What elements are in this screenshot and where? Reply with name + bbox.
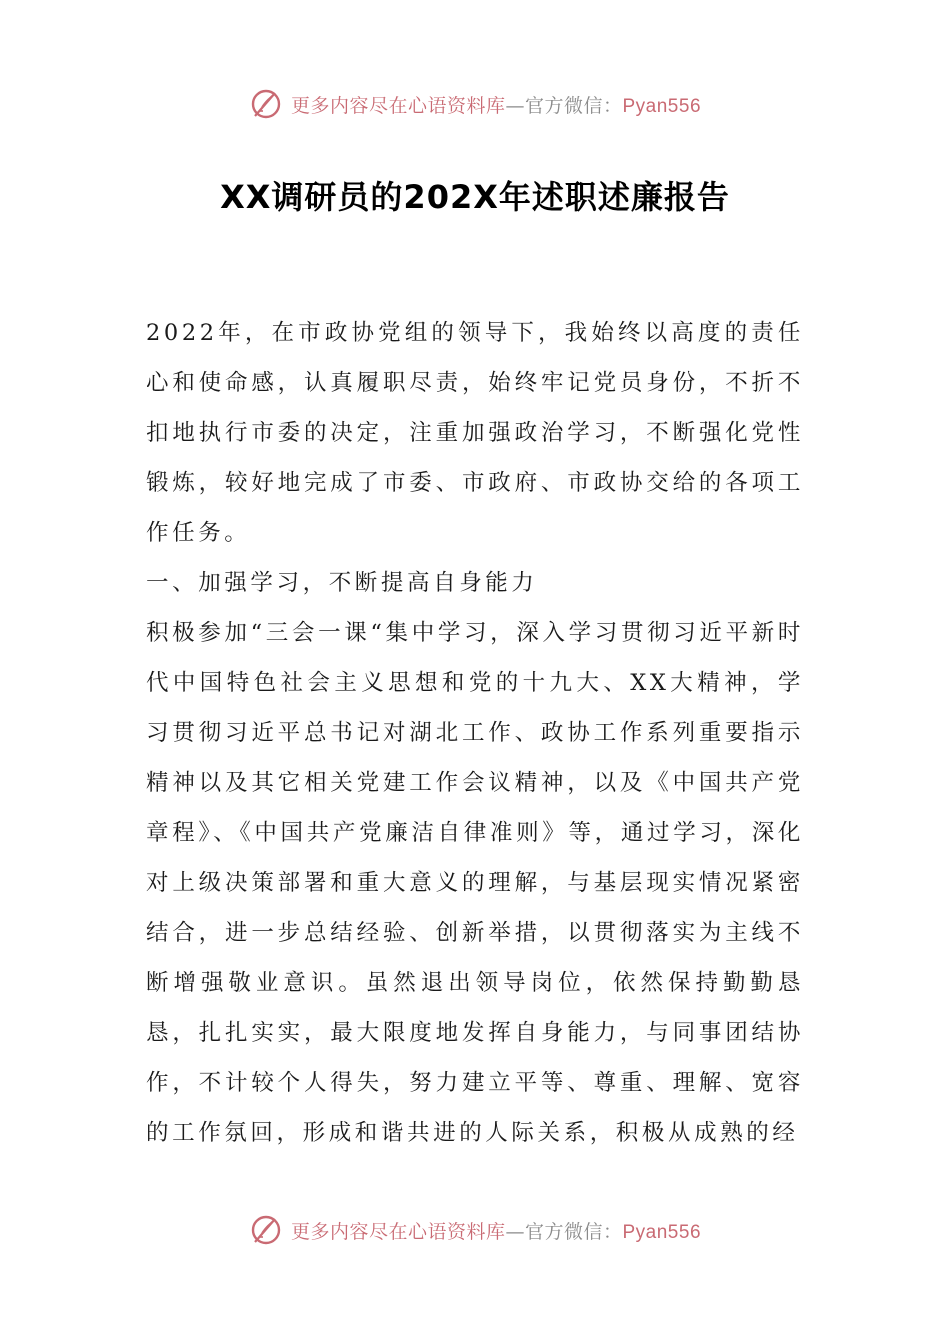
quill-logo-icon xyxy=(249,1213,283,1247)
watermark-text xyxy=(291,1217,701,1244)
watermark-wechat-label: 官方微信： xyxy=(524,1220,623,1243)
body-paragraph-study: 积极参加“三会一课“集中学习，深入学习贯彻习近平新时代中国特色社会主义思想和党的十九大、XX大精神，学习贯彻习近平总书记对湖北工作、政协工作系列重要指示精神以及其它相关党建工作会议精神，以及《中国共产党章程》、《中国共产党廉洁自律准则》等，通过学习，深化对上级决策部署和重大意义的理解，与基层现实情况紧密结合，进一步总结经验、创新举措，以贯彻落实为主线不断增强敬业意识。虽然退出领导岗位，依然保持勤勤恳恳，扎扎实实，最大限度地发挥自身能力，与同事团结协作，不计较个人得失，努力建立平等、尊重、理解、宽容的工作氛回，形成和谐共进的人际关系，积极从成熟的经 xyxy=(146,620,804,1146)
watermark-wechat-id: Pyan556 xyxy=(622,1221,702,1243)
document-title: XX调研员的202X年述职述廉报告 xyxy=(220,178,730,216)
quill-logo-icon xyxy=(249,87,283,121)
body-paragraph-intro: 2022年，在市政协党组的领导下，我始终以高度的责任心和使命感，认真履职尽责，始终牢记党员身份，不折不扣地执行市委的决定，注重加强政治学习，不断强化党性锻炼，较好地完成了市委、市政府、市政协交给的各项工作任务。 xyxy=(146,320,804,546)
watermark-banner-bottom xyxy=(0,1210,950,1250)
watermark-wechat-id: Pyan556 xyxy=(622,95,702,117)
watermark-dash: — xyxy=(505,1220,525,1243)
watermark-dash: — xyxy=(505,94,525,117)
watermark-wechat-label: 官方微信： xyxy=(524,94,623,117)
watermark-text xyxy=(291,91,701,118)
document-body xyxy=(146,308,804,1158)
watermark-banner-top xyxy=(0,84,950,124)
section-heading-1: 一、加强学习，不断提高自身能力 xyxy=(146,570,538,596)
watermark-library-text: 更多内容尽在心语资料库 xyxy=(290,1220,506,1243)
watermark-library-text: 更多内容尽在心语资料库 xyxy=(290,94,506,117)
